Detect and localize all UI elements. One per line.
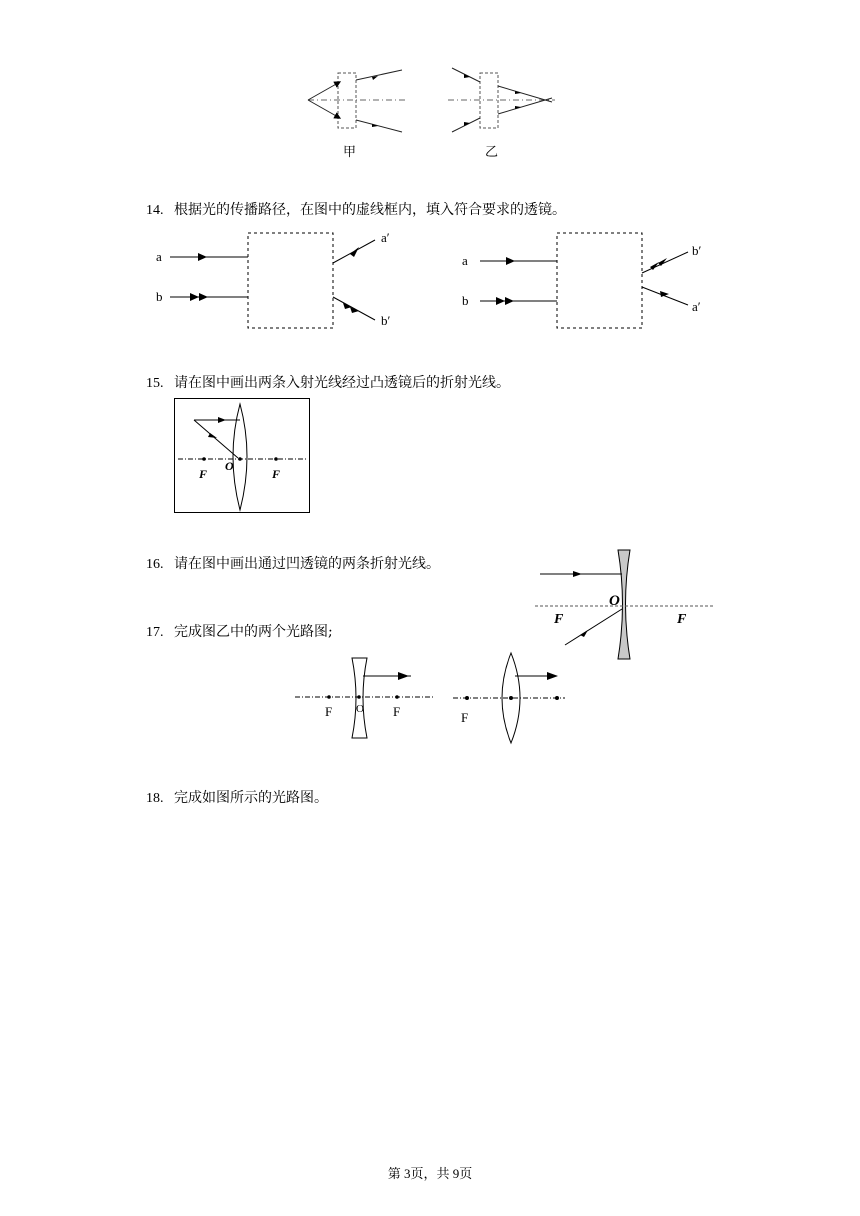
question-17 bbox=[146, 623, 333, 642]
figure-17 bbox=[295, 650, 595, 750]
page-footer: 第 3页，共 9页 bbox=[387, 1166, 473, 1181]
question-text: 根据光的传播路径，在图中的虚线框内，填入符合要求的透镜。 bbox=[174, 202, 566, 218]
question-text: 完成如图所示的光路图。 bbox=[174, 790, 328, 806]
figure-17-right bbox=[453, 653, 565, 743]
figure-top-label-right: 乙 bbox=[485, 144, 499, 159]
fig14-right-out-b: b′ bbox=[692, 243, 702, 258]
figure-16 bbox=[535, 547, 735, 662]
fig17-right-f-left: F bbox=[461, 710, 469, 725]
fig16-o: O bbox=[609, 593, 620, 609]
question-number: 18. bbox=[146, 791, 164, 806]
figure-17-left bbox=[295, 658, 435, 738]
figure-jia bbox=[308, 70, 405, 132]
fig16-f-right: F bbox=[677, 612, 687, 627]
figure-15 bbox=[174, 398, 314, 516]
fig14-right-out-a: a′ bbox=[692, 299, 701, 314]
figure-top-label-left: 甲 bbox=[343, 144, 357, 159]
fig14-left-in-a: a bbox=[156, 249, 162, 264]
figure-14 bbox=[0, 225, 860, 335]
question-14 bbox=[146, 201, 566, 220]
fig15-f-right: F bbox=[272, 467, 281, 481]
question-number: 14. bbox=[146, 203, 164, 218]
question-15 bbox=[146, 374, 510, 393]
fig17-left-f-left: F bbox=[325, 704, 333, 719]
question-text: 请在图中画出两条入射光线经过凸透镜后的折射光线。 bbox=[174, 375, 510, 391]
fig14-left-out-a: a′ bbox=[381, 230, 390, 245]
question-number: 17. bbox=[146, 625, 164, 640]
figure-14-right bbox=[462, 233, 702, 328]
fig17-left-o: O bbox=[356, 703, 364, 715]
figure-14-left bbox=[156, 230, 391, 328]
question-text: 请在图中画出通过凹透镜的两条折射光线。 bbox=[174, 556, 440, 572]
question-number: 15. bbox=[146, 376, 164, 391]
fig14-right-in-a: a bbox=[462, 253, 468, 268]
figure-top bbox=[0, 0, 860, 170]
question-18 bbox=[146, 789, 328, 808]
fig15-f-left: F bbox=[199, 467, 208, 481]
fig14-left-out-b: b′ bbox=[381, 313, 391, 328]
figure-yi bbox=[448, 68, 555, 132]
fig15-o: O bbox=[225, 459, 234, 473]
question-16 bbox=[146, 555, 440, 574]
question-number: 16. bbox=[146, 557, 164, 572]
fig17-left-f-right: F bbox=[393, 704, 401, 719]
fig16-f-left: F bbox=[554, 612, 564, 627]
fig14-left-in-b: b bbox=[156, 289, 163, 304]
fig14-right-in-b: b bbox=[462, 293, 469, 308]
question-text: 完成图乙中的两个光路图; bbox=[174, 624, 333, 640]
